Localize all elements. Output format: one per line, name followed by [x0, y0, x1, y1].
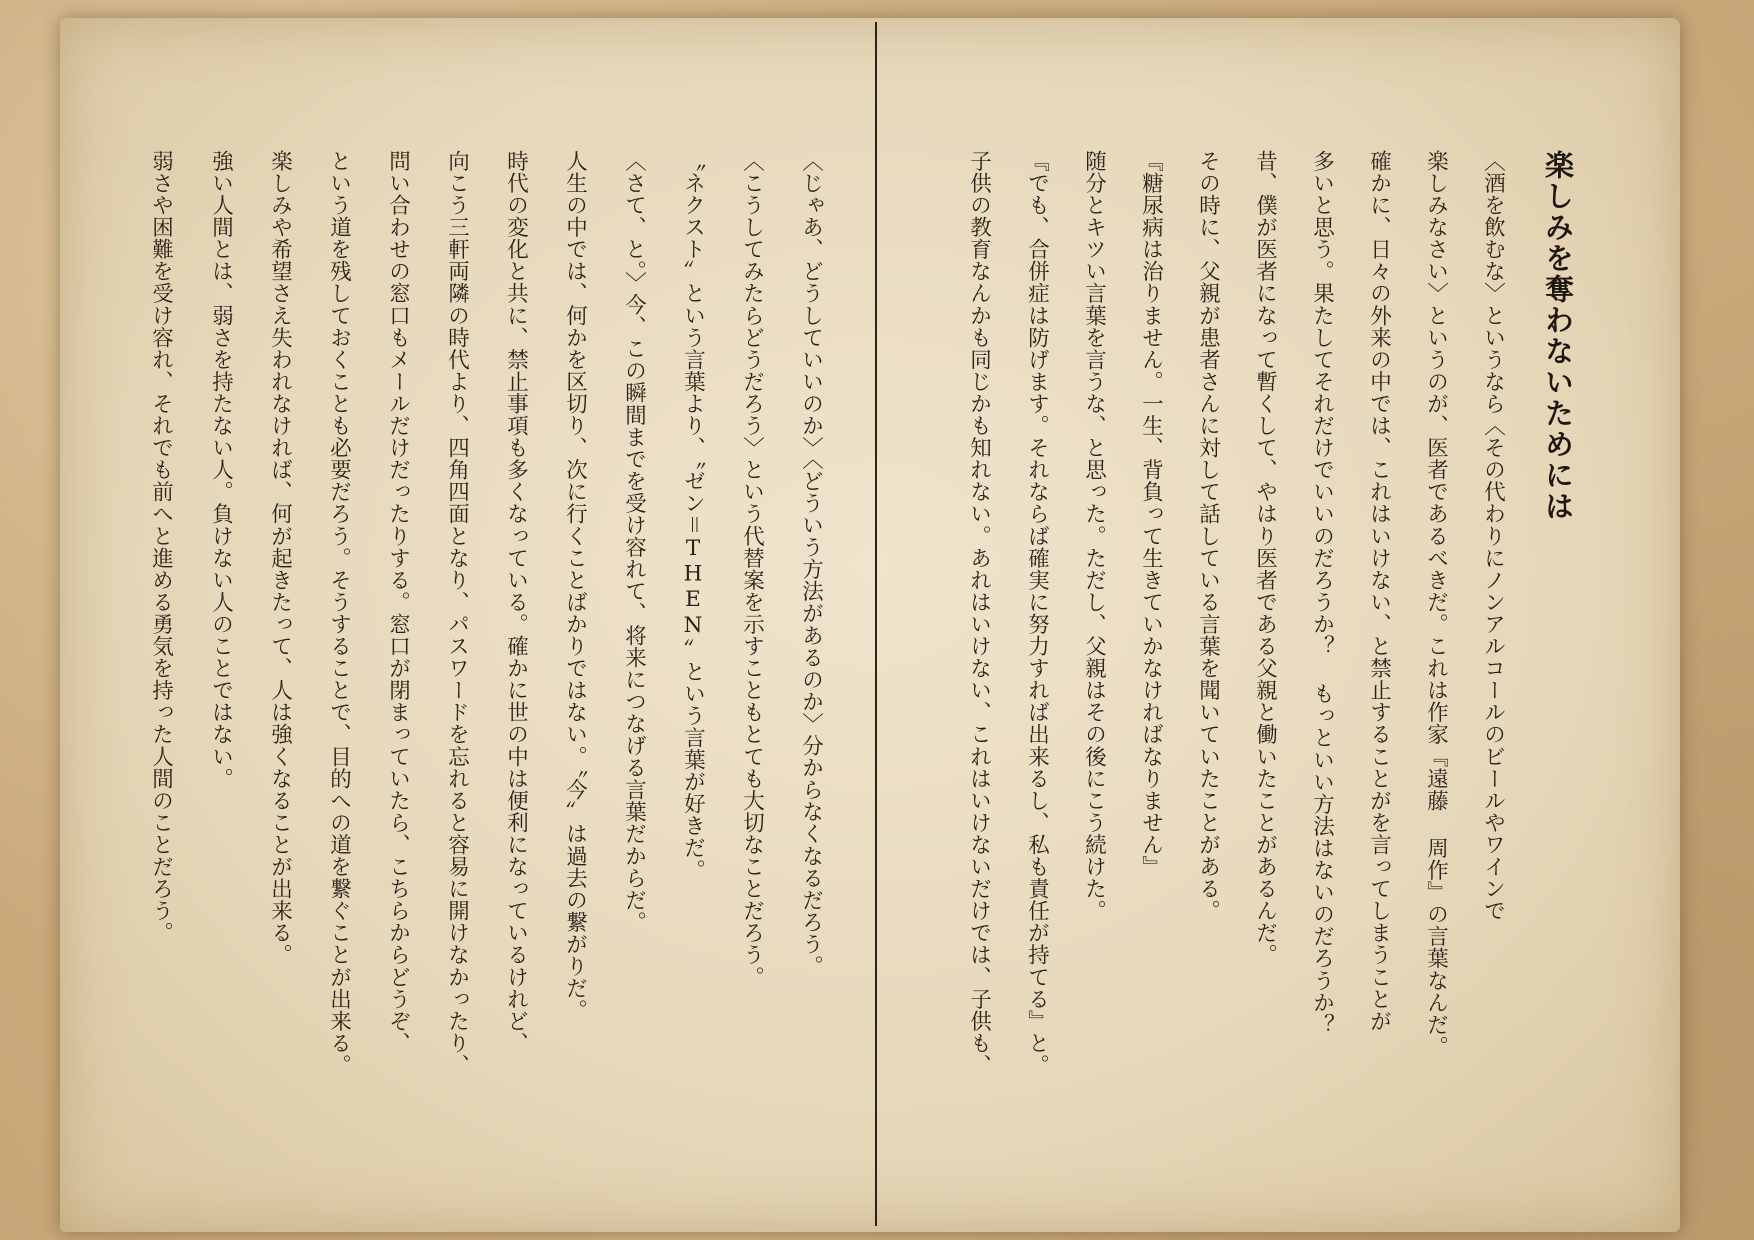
text-column: 多いと思う。果たしてそれだけでいいのだろうか？ もっといい方法はないのだろうか？ — [1309, 150, 1335, 1036]
text-column: 子供の教育なんかも同じかも知れない。あれはいけない、これはいけないだけでは、子供も、 — [966, 150, 992, 1077]
text-column: 弱さや困難を受け容れ、それでも前へと進める勇気を持った人間のことだろう。 — [148, 150, 174, 944]
text-column: 『でも、合併症は防げます。それならば確実に努力すれば出来るし、私も責任が持てる』と。 — [1024, 150, 1050, 1077]
text-column: 向こう三軒両隣の時代より、四角四面となり、パスワードを忘れると容易に開けなかったり、 — [444, 150, 470, 1077]
text-column: 『糖尿病は治りません。一生、背負って生きていかなければなりません』 — [1138, 150, 1164, 878]
text-column: 確かに、日々の外来の中では、これはいけない、と禁止することがを言ってしまうことが — [1366, 150, 1392, 1032]
text-column: 問い合わせの窓口もメールだけだったりする。窓口が閉まっていたら、こちらからどうぞ、 — [385, 150, 411, 1055]
text-column: 〈さて、と。〉今、この瞬間までを受け容れて、将来につなげる言葉だからだ。 — [621, 150, 647, 934]
right-page — [910, 150, 1575, 1150]
text-column: 人生の中では、何かを区切り、次に行くことばかりではない。〝今〟は過去の繋がりだ。 — [562, 150, 588, 1022]
text-column: その時に、父親が患者さんに対して話している言葉を聞いていたことがある。 — [1195, 150, 1221, 922]
text-column: 楽しみや希望さえ失われなければ、何が起きたって、人は強くなることが出来る。 — [267, 150, 293, 966]
text-column: という道を残しておくことも必要だろう。そうすることで、目的への道を繋ぐことが出来る。 — [326, 150, 352, 1077]
left-page — [120, 150, 855, 1150]
text-column: 〈酒を飲むな〉というなら〈その代わりにノンアルコールのビールやワインで — [1480, 150, 1506, 922]
text-column: 昔、僕が医者になって暫くして、やはり医者である父親と働いたことがあるんだ。 — [1252, 150, 1278, 966]
center-fold-line — [875, 22, 877, 1226]
text-column: 〈こうしてみたらどうだろう〉という代替案を示すこともとても大切なことだろう。 — [739, 150, 765, 988]
text-column: 楽しみなさい〉というのが、医者であるべきだ。これは作家『遠藤 周作』の言葉なんだ。 — [1423, 150, 1449, 1058]
text-column: 強い人間とは、弱さを持たない人。負けない人のことではない。 — [208, 150, 234, 790]
text-column: 随分とキツい言葉を言うな、と思った。ただし、父親はその後にこう続けた。 — [1081, 150, 1107, 922]
text-column: 時代の変化と共に、禁止事項も多くなっている。確かに世の中は便利になっているけれど、 — [503, 150, 529, 1055]
text-column: 〝ネクスト〟という言葉より、〝ゼン＝THEN〟という言葉が好きだ。 — [680, 150, 706, 881]
text-column: 〈じゃあ、どうしていいのか〉〈どういう方法があるのか〉分からなくなるだろう。 — [798, 150, 824, 978]
essay-title: 楽しみを奪わないためには — [1541, 150, 1575, 522]
